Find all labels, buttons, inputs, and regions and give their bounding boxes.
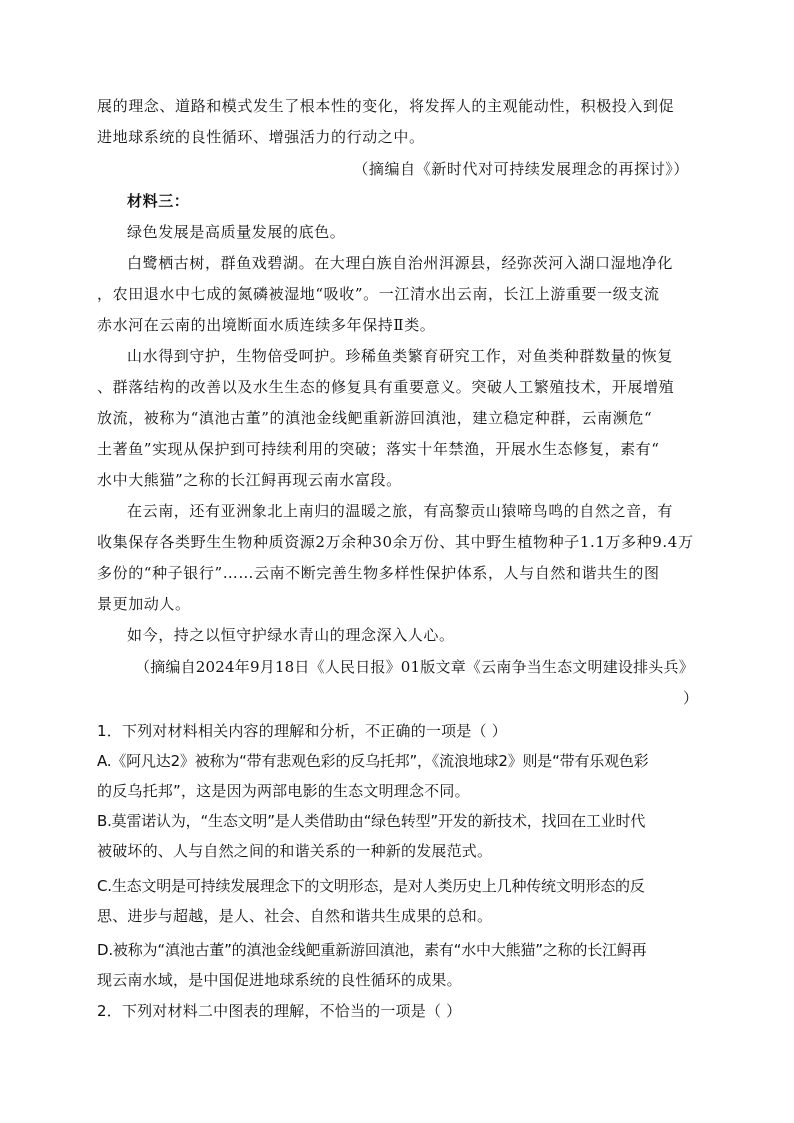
question-1-option-b: B.莫雷诺认为，“生态文明”是人类借助由“绿色转型”开发的新技术，找回在工业时代 xyxy=(97,812,646,830)
source-citation: （摘编自《新时代对可持续发展理念的再探讨》） xyxy=(353,160,689,178)
body-text-line: 景更加动人。 xyxy=(97,595,191,613)
body-text-line: 水中大熊猫”之称的长江鲟再现云南水富段。 xyxy=(97,471,402,489)
body-text-line: ，农田退水中七成的氮磷被湿地“吸收”。一江清水出云南，长江上游重要一级支流 xyxy=(97,285,660,303)
question-1-option-a-cont: 的反乌托邦”，这是因为两部电影的生态文明理念不同。 xyxy=(97,782,470,800)
body-text-line: 收集保存各类野生生物种质资源2万余种30余万份、其中野生植物种子1.1万多种9.4万 xyxy=(97,533,694,551)
question-1-option-a: A.《阿凡达2》被称为“带有悲观色彩的反乌托邦”，《流浪地球2》则是“带有乐观色彩 xyxy=(97,752,649,770)
body-text-line: 进地球系统的良性循环、增强活力的行动之中。 xyxy=(97,128,425,146)
question-1-option-c: C.生态文明是可持续发展理念下的文明形态，是对人类历史上几种传统文明形态的反 xyxy=(97,877,645,895)
body-text-line: 多份的“种子银行”……云南不断完善生物多样性保护体系，人与自然和谐共生的图 xyxy=(97,564,660,582)
body-text-line: 如今，持之以恒守护绿水青山的理念深入人心。 xyxy=(127,626,455,644)
source-citation: （摘编自2024年9月18日《人民日报》01版文章《云南争当生态文明建设排头兵》 xyxy=(135,658,694,676)
body-text-line: 白鹭栖古树，群鱼戏碧湖。在大理白族自治州洱源县，经弥茨河入湖口湿地净化 xyxy=(127,254,674,272)
body-text-line: 赤水河在云南的出境断面水质连续多年保持Ⅱ类。 xyxy=(97,316,436,334)
question-1-option-d-cont: 现云南水域，是中国促进地球系统的良性循环的成果。 xyxy=(97,971,462,989)
question-1-option-c-cont: 思、进步与超越，是人、社会、自然和谐共生成果的总和。 xyxy=(97,907,493,925)
body-text-line: 放流，被称为“滇池古董”的滇池金线鲃重新游回滇池，建立稳定种群，云南濒危“ xyxy=(97,409,653,427)
source-citation-end: ） xyxy=(683,689,699,707)
question-1-option-b-cont: 被破坏的、人与自然之间的和谐关系的一种新的发展范式。 xyxy=(97,842,493,860)
body-text-line: 在云南，还有亚洲象北上南归的温暖之旅，有高黎贡山猿啼鸟鸣的自然之音，有 xyxy=(127,502,674,520)
question-2-stem: 2．下列对材料二中图表的理解，不恰当的一项是（ ） xyxy=(97,1002,462,1020)
body-text-line: 、群落结构的改善以及水生生态的修复具有重要意义。突破人工繁殖技术，开展增殖 xyxy=(97,378,675,396)
body-text-line: 土著鱼”实现从保护到可持续利用的突破；落实十年禁渔，开展水生态修复，素有“ xyxy=(97,440,660,458)
question-1-option-d: D.被称为“滇池古董”的滇池金线鲃重新游回滇池，素有“水中大熊猫”之称的长江鲟再 xyxy=(97,941,647,959)
body-text-line: 展的理念、道路和模式发生了根本性的变化，将发挥人的主观能动性，积极投入到促 xyxy=(97,97,675,115)
body-text-line: 山水得到守护，生物倍受呵护。珍稀鱼类繁育研究工作，对鱼类种群数量的恢复 xyxy=(127,347,674,365)
question-1-stem: 1．下列对材料相关内容的理解和分析，不正确的一项是（ ） xyxy=(97,722,507,740)
body-text-line: 绿色发展是高质量发展的底色。 xyxy=(127,223,346,241)
section-heading: 材料三： xyxy=(127,192,190,210)
